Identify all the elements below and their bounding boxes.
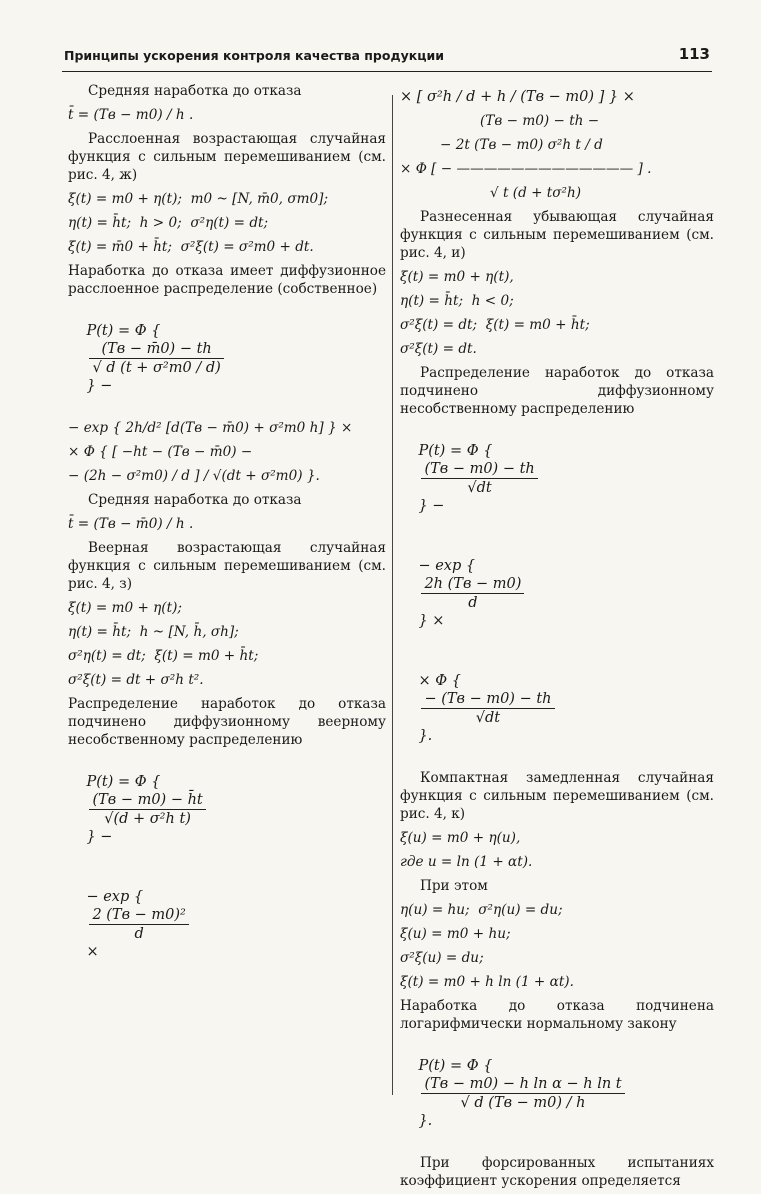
- equation-eta-fan: η(t) = h̄t; h ~ [N, h̄, σh];: [68, 624, 239, 640]
- running-header: [62, 43, 712, 72]
- paragraph-lognormal: Наработка до отказа подчинена логарифмически нормальному закону: [400, 998, 714, 1032]
- equation-bracket-cont: × [ σ²h / d + h / (Tв − m0) ] } ×: [400, 89, 635, 105]
- running-title: Принципы ускорения контроля качества продукции: [64, 48, 444, 63]
- equation-sigma-xi-compact: σ²ξ(u) = du;: [400, 950, 484, 966]
- equation-xi-u-compact: ξ(u) = m0 + hu;: [400, 926, 511, 942]
- equation-phi-fan-num-1: (Tв − m0) − th −: [480, 113, 600, 129]
- paragraph-improper-distribution: Распределение наработок до отказа подчинено диффузионному несобственному распределению: [400, 365, 714, 417]
- equation-mean-time-1: t̄ = (Tв − m0) / h .: [68, 107, 194, 123]
- paragraph-fan-increasing: Веерная возрастающая случайная функция с сильным перемешиванием (см. рис. 4, з): [68, 540, 386, 592]
- equation-where-u: где u = ln (1 + αt).: [400, 854, 533, 870]
- equation-phi-fan-main: × Φ [ − ————————————— ] .: [400, 161, 652, 177]
- text-mean-time-1: Средняя наработка до отказа: [88, 83, 302, 99]
- equation-xi-compact: ξ(u) = m0 + η(u),: [400, 830, 521, 846]
- page-number: 113: [678, 45, 710, 63]
- paragraph-layered-increasing: Расслоенная возрастающая случайная функция с сильным перемешиванием (см. рис. 4, ж): [68, 131, 386, 183]
- equation-mean-time-2: t̄ = (Tв − m̄0) / h .: [68, 516, 194, 532]
- paragraph-fan-distribution: Распределение наработок до отказа подчинено диффузионному веерному несобственному распределению: [68, 696, 386, 748]
- equation-exp-fan: − exp { $\frac{\text{2 (Tв − m0)²}}{d}$ ×: [68, 870, 386, 979]
- equation-phi-spaced: × Φ { $\frac{- (Tв - m0) - th}{√dt}$ }.: [400, 654, 714, 763]
- column-divider: [392, 95, 393, 1095]
- left-column: [68, 82, 386, 985]
- equation-sigma-xi-fan: σ²ξ(t) = dt + σ²h t².: [68, 672, 204, 688]
- paragraph-diffusion-layered: Наработка до отказа имеет диффузионное расслоенное распределение (собственное): [68, 263, 386, 297]
- equation-exp-spaced: − exp { $\frac{2h (Tв - m0)}{d}$ } ×: [400, 539, 714, 648]
- right-column: [400, 82, 714, 1194]
- equation-phi-fan-den: √ t (d + tσ²h): [490, 185, 582, 201]
- text-mean-time-2: Средняя наработка до отказа: [88, 492, 302, 508]
- paragraph-compact-slowed: Компактная замедленная случайная функция с сильным перемешиванием (см. рис. 4, к): [400, 770, 714, 822]
- equation-eta-spaced: η(t) = h̄t; h < 0;: [400, 293, 514, 309]
- equation-P-spaced: P(t) = Φ { $\frac{(Tв - m0) - th}{√dt}$ } −: [400, 424, 714, 533]
- equation-sigma-eta-fan: σ²η(t) = dt; ξ(t) = m0 + h̄t;: [68, 648, 259, 664]
- equation-P-layered: P(t) = Φ { $\frac{(Tв - m̄0) - th}{\text{√ d (t + σ²m0 / d)}}$ } −: [68, 304, 386, 413]
- equation-xi-layered: ξ(t) = m0 + η(t); m0 ~ [N, m̄0, σm0];: [68, 191, 329, 207]
- equation-sigma-spaced: σ²ξ(t) = dt; ξ(t) = m0 + h̄t;: [400, 317, 590, 333]
- equation-xi-spaced: ξ(t) = m0 + η(t),: [400, 269, 514, 285]
- equation-phi-layered-1: × Φ { [ −ht − (Tв − m̄0) −: [68, 444, 253, 460]
- equation-P-fan: P(t) = Φ { $\frac{(Tв - m0) - h̄t}{\text{√(d + σ²h t)}}$ } −: [68, 755, 386, 864]
- equation-phi-layered-2: − (2h − σ²m0) / d ] / √(dt + σ²m0) }.: [68, 468, 320, 484]
- equation-xi-t-compact: ξ(t) = m0 + h ln (1 + αt).: [400, 974, 574, 990]
- equation-exp-layered: − exp { 2h/d² [d(Tв − m̄0) + σ²m0 h] } ×: [68, 420, 353, 436]
- paragraph-forced-tests: При форсированных испытаниях коэффициент ускорения определяется: [400, 1155, 714, 1189]
- equation-eta-compact: η(u) = hu; σ²η(u) = du;: [400, 902, 563, 918]
- equation-sigma-xi-spaced: σ²ξ(t) = dt.: [400, 341, 477, 357]
- equation-xi-fan: ξ(t) = m0 + η(t);: [68, 600, 182, 616]
- equation-phi-fan-num-2: − 2t (Tв − m0) σ²h t / d: [440, 137, 603, 153]
- equation-mean-xi-layered: ξ(t) = m̄0 + h̄t; σ²ξ(t) = σ²m0 + dt.: [68, 239, 314, 255]
- equation-P-lognormal: P(t) = Φ { $\frac{\text{(Tв − m0) − h ln α − h ln t}}{√ d (Tв - m0) / h}$ }.: [400, 1039, 714, 1148]
- text-thus: При этом: [420, 878, 488, 894]
- paragraph-spaced-decreasing: Разнесенная убывающая случайная функция с сильным перемешиванием (см. рис. 4, и): [400, 209, 714, 261]
- equation-eta-layered: η(t) = h̄t; h > 0; σ²η(t) = dt;: [68, 215, 269, 231]
